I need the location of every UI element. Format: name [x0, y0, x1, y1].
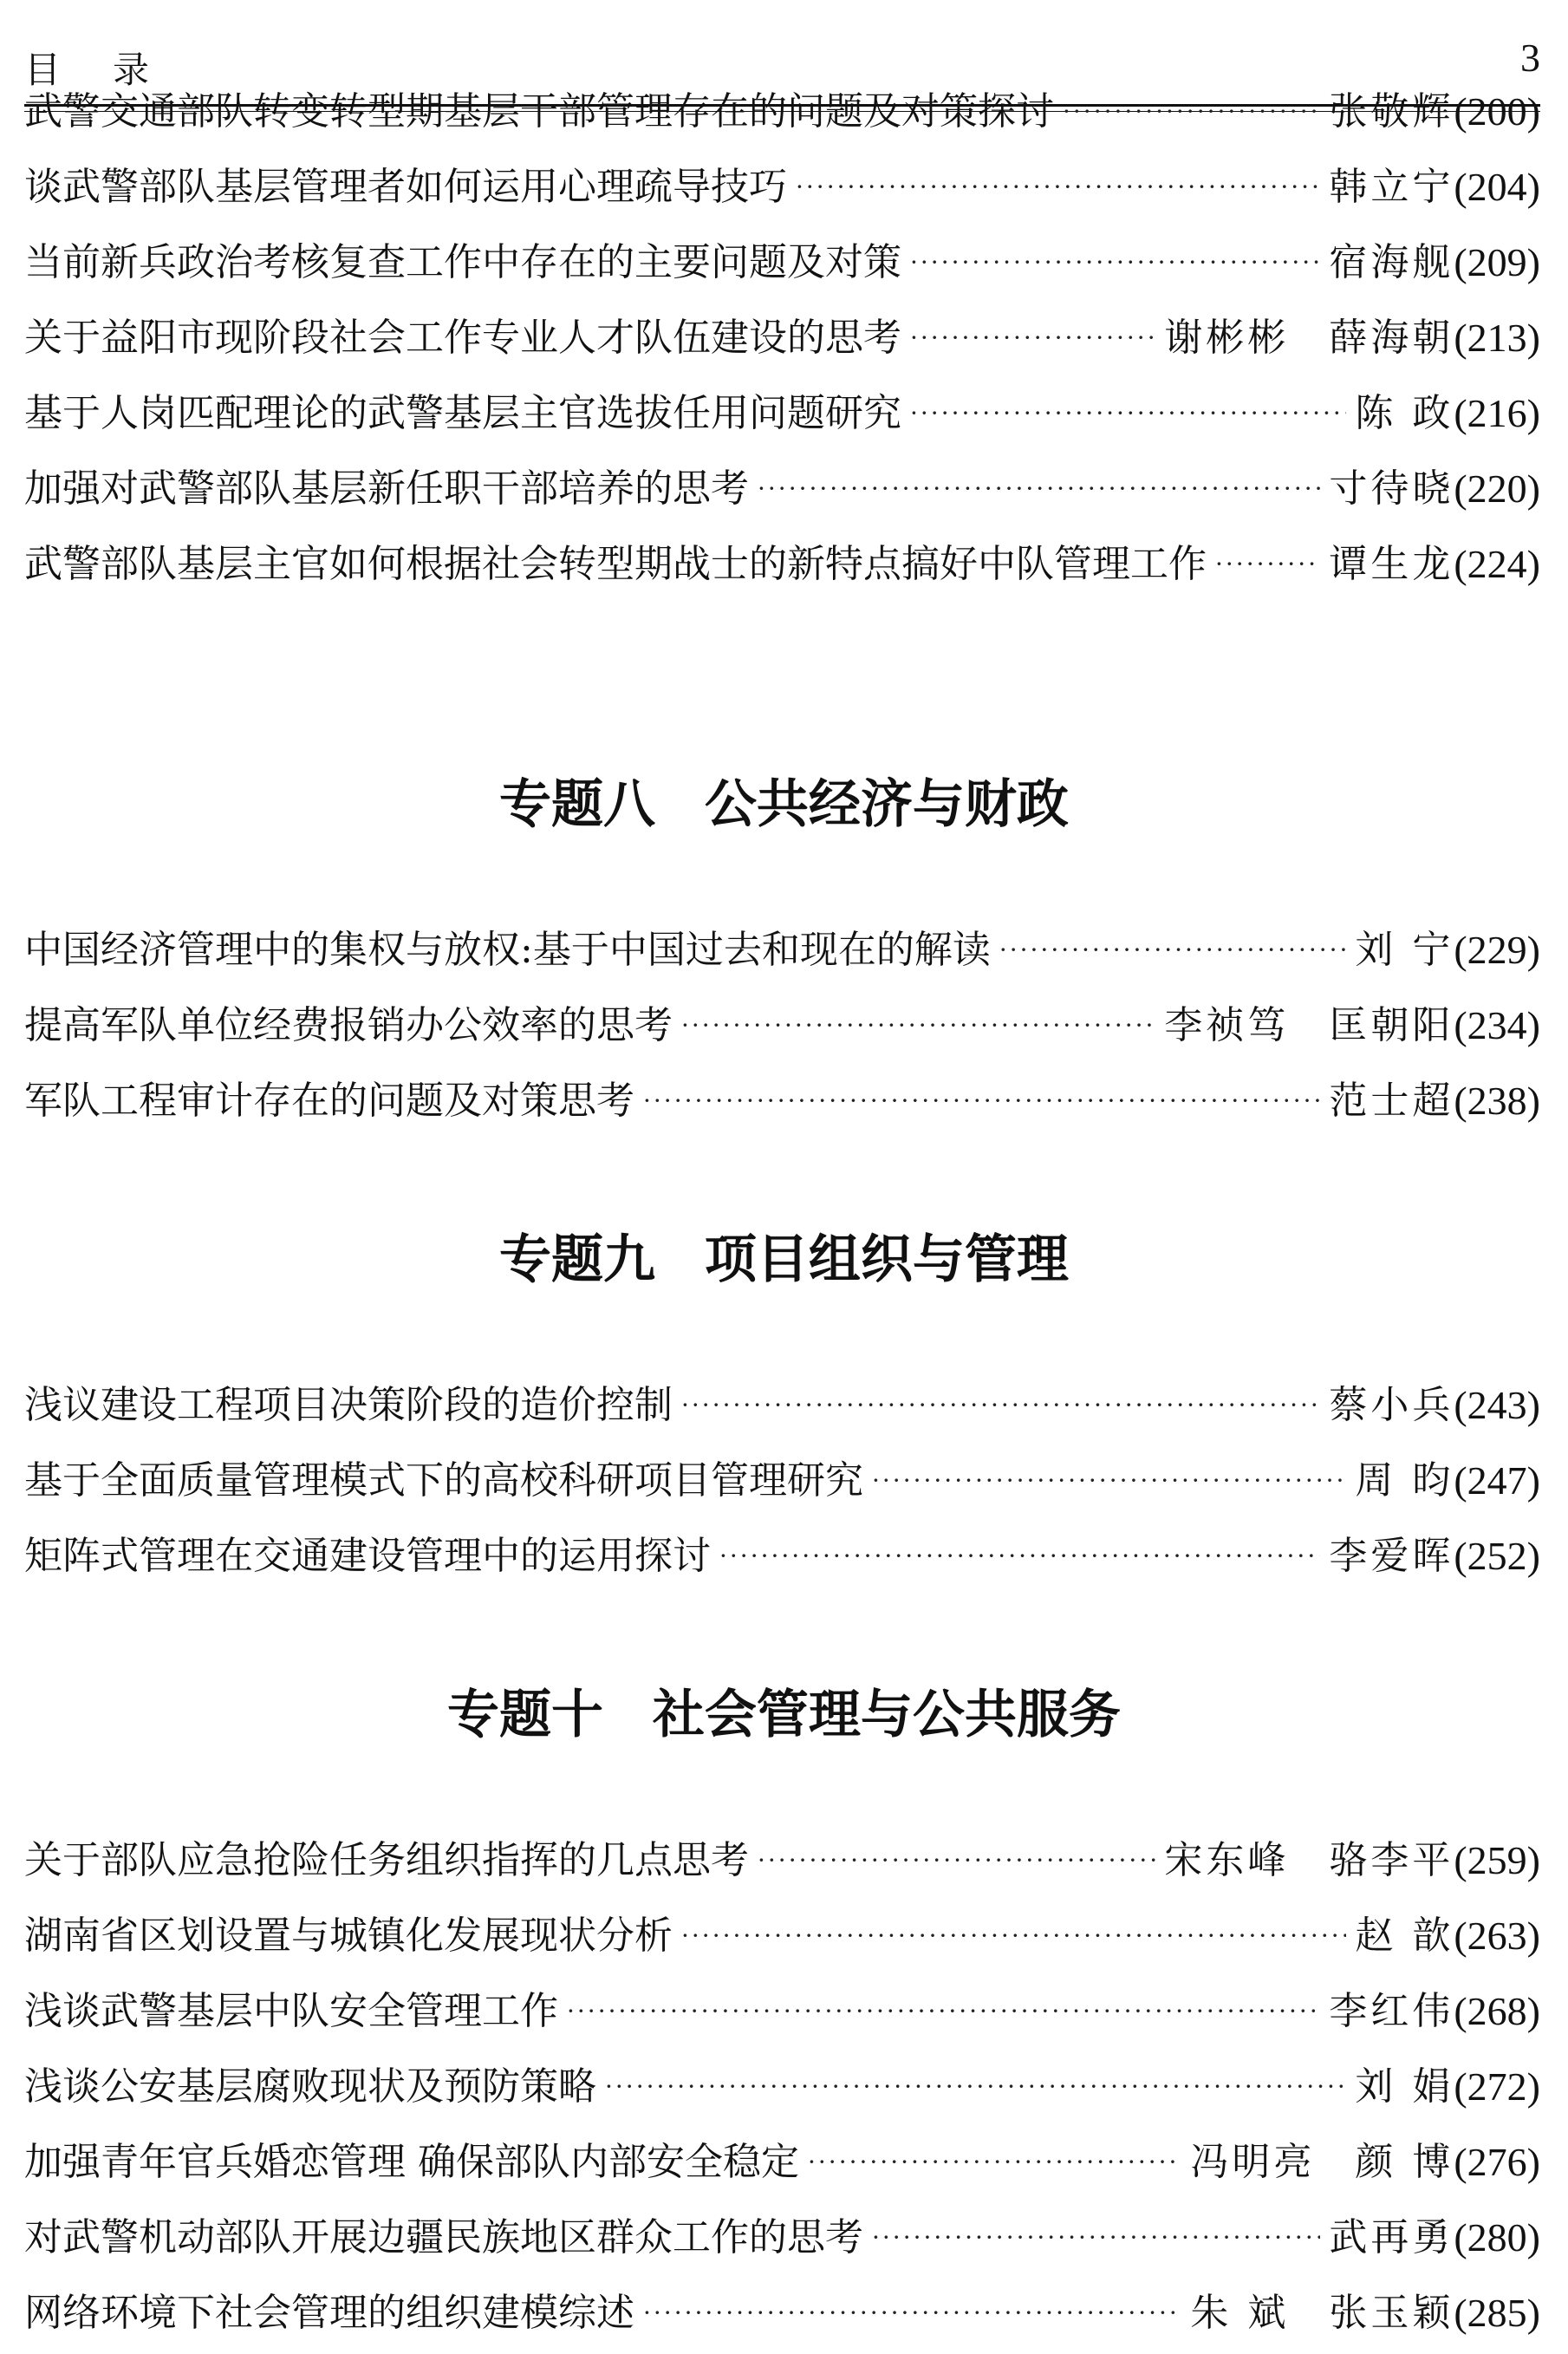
entry-title: 关于部队应急抢险任务组织指挥的几点思考 — [24, 1837, 749, 1882]
entry-authors — [1355, 2064, 1454, 2109]
toc-entry[interactable] — [24, 1518, 1540, 1594]
entry-page: (229) — [1454, 927, 1540, 972]
entry-title: 加强青年官兵婚恋管理 确保部队内部安全稳定 — [24, 2139, 799, 2184]
toc-entry[interactable] — [24, 451, 1540, 526]
entry-title: 浅议建设工程项目决策阶段的造价控制 — [24, 1382, 673, 1427]
entry-author: 谭生龙 — [1329, 541, 1454, 586]
dot-leader — [681, 1393, 1320, 1418]
page-number: 3 — [1520, 36, 1540, 80]
entry-page: (209) — [1454, 239, 1540, 284]
entry-page: (216) — [1454, 390, 1540, 435]
entry-page: (238) — [1454, 1078, 1540, 1123]
entry-title: 基于人岗匹配理论的武警基层主官选拔任用问题研究 — [24, 390, 901, 435]
entry-authors — [1329, 1078, 1454, 1123]
toc-entry[interactable] — [24, 2049, 1540, 2124]
entry-author: 周 昀 — [1355, 1457, 1454, 1503]
entry-authors — [1164, 315, 1454, 360]
entry-author: 张玉颖 — [1329, 2290, 1454, 2335]
entry-author: 刘 娟 — [1355, 2064, 1454, 2109]
dot-leader — [999, 938, 1347, 962]
entry-authors — [1329, 164, 1454, 209]
toc-entry[interactable] — [24, 1443, 1540, 1518]
entry-author: 刘 宁 — [1355, 927, 1454, 972]
running-title: 目录 — [24, 49, 202, 91]
toc-entry[interactable] — [24, 1367, 1540, 1443]
entry-authors — [1355, 1913, 1454, 1958]
dot-leader — [872, 2226, 1320, 2250]
entry-author: 李爱晖 — [1329, 1533, 1454, 1578]
entry-title: 网络环境下社会管理的组织建模综述 — [24, 2290, 634, 2335]
toc-entry[interactable] — [24, 300, 1540, 375]
dot-leader — [643, 2301, 1181, 2325]
entry-page: (204) — [1454, 164, 1540, 209]
entry-author: 宋东峰 — [1164, 1837, 1290, 1882]
entry-title: 对武警机动部队开展边疆民族地区群众工作的思考 — [24, 2214, 863, 2259]
entry-authors — [1355, 390, 1454, 435]
entry-author: 张敬辉 — [1329, 88, 1454, 134]
dot-leader — [681, 1014, 1155, 1038]
entry-author: 谢彬彬 — [1164, 315, 1290, 360]
entry-authors — [1329, 2214, 1454, 2259]
entry-author: 骆李平 — [1329, 1837, 1454, 1882]
entry-author: 颜 博 — [1355, 2139, 1454, 2184]
entry-page: (276) — [1454, 2139, 1540, 2184]
entry-author: 范士超 — [1329, 1078, 1454, 1123]
toc-entry[interactable] — [24, 988, 1540, 1063]
toc-entry[interactable] — [24, 74, 1540, 149]
entry-authors — [1164, 1837, 1454, 1882]
entry-page: (259) — [1454, 1837, 1540, 1882]
entry-page: (263) — [1454, 1913, 1540, 1958]
entry-page: (200) — [1454, 88, 1540, 134]
entry-authors — [1329, 1533, 1454, 1578]
entry-author: 蔡小兵 — [1329, 1382, 1454, 1427]
entry-author: 陈 政 — [1355, 390, 1454, 435]
toc-section-8 — [24, 912, 1540, 1138]
entry-authors — [1329, 1382, 1454, 1427]
dot-leader — [1215, 552, 1320, 577]
entry-authors — [1355, 1457, 1454, 1503]
entry-title: 湖南省区划设置与城镇化发展现状分析 — [24, 1913, 673, 1958]
dot-leader — [605, 2075, 1346, 2099]
toc-entry[interactable] — [24, 526, 1540, 602]
entry-page: (213) — [1454, 315, 1540, 360]
toc-entry[interactable] — [24, 1823, 1540, 1898]
entry-title: 矩阵式管理在交通建设管理中的运用探讨 — [24, 1533, 711, 1578]
dot-leader — [910, 326, 1155, 350]
entry-page: (268) — [1454, 1988, 1540, 2033]
entry-title: 当前新兵政治考核复查工作中存在的主要问题及对策 — [24, 239, 901, 284]
entry-authors — [1190, 2139, 1454, 2184]
entry-page: (272) — [1454, 2064, 1540, 2109]
toc-entry[interactable] — [24, 912, 1540, 988]
toc-entry[interactable] — [24, 149, 1540, 225]
entry-author: 宿海舰 — [1329, 239, 1454, 284]
entry-author: 赵 歆 — [1355, 1913, 1454, 1958]
dot-leader — [758, 477, 1320, 501]
entry-title: 关于益阳市现阶段社会工作专业人才队伍建设的思考 — [24, 315, 901, 360]
entry-author: 冯明亮 — [1190, 2139, 1316, 2184]
section-heading: 专题八 公共经济与财政 — [499, 774, 1069, 835]
entry-authors — [1355, 927, 1454, 972]
entry-author: 薛海朝 — [1329, 315, 1454, 360]
toc-entry[interactable] — [24, 1973, 1540, 2049]
entry-title: 基于全面质量管理模式下的高校科研项目管理研究 — [24, 1457, 863, 1503]
toc-section-9 — [24, 1367, 1540, 1594]
toc-section-10 — [24, 1823, 1540, 2351]
entry-authors — [1329, 541, 1454, 586]
entry-authors — [1329, 466, 1454, 511]
entry-page: (234) — [1454, 1002, 1540, 1047]
toc-entry[interactable] — [24, 2275, 1540, 2351]
entry-title: 加强对武警部队基层新任职干部培养的思考 — [24, 466, 749, 511]
entry-page: (224) — [1454, 541, 1540, 586]
entry-page: (285) — [1454, 2290, 1540, 2335]
entry-title: 提高军队单位经费报销办公效率的思考 — [24, 1002, 673, 1047]
dot-leader — [719, 1544, 1320, 1568]
entry-author: 李红伟 — [1329, 1988, 1454, 2033]
entry-author: 李祯笃 — [1164, 1002, 1290, 1047]
entry-title: 武警部队基层主官如何根据社会转型期战士的新特点搞好中队管理工作 — [24, 541, 1207, 586]
dot-leader — [567, 1999, 1320, 2024]
entry-page: (252) — [1454, 1533, 1540, 1578]
entry-author: 匡朝阳 — [1329, 1002, 1454, 1047]
toc-entry[interactable] — [24, 2200, 1540, 2275]
entry-page: (280) — [1454, 2214, 1540, 2259]
entry-title: 浅谈公安基层腐败现状及预防策略 — [24, 2064, 596, 2109]
entry-author: 朱 斌 — [1190, 2290, 1290, 2335]
entry-page: (220) — [1454, 466, 1540, 511]
dot-leader — [681, 1924, 1346, 1948]
entry-title: 谈武警部队基层管理者如何运用心理疏导技巧 — [24, 164, 787, 209]
entry-authors — [1329, 1988, 1454, 2033]
dot-leader — [910, 401, 1346, 426]
entry-title: 军队工程审计存在的问题及对策思考 — [24, 1078, 634, 1123]
dot-leader — [643, 1089, 1320, 1113]
entry-page: (247) — [1454, 1457, 1540, 1503]
section-heading: 专题十 社会管理与公共服务 — [447, 1685, 1121, 1745]
toc-entry[interactable] — [24, 1898, 1540, 1973]
dot-leader — [1063, 100, 1320, 124]
toc-section-continued — [24, 74, 1540, 602]
dot-leader — [758, 1849, 1155, 1873]
toc-entry[interactable] — [24, 2124, 1540, 2200]
entry-author: 韩立宁 — [1329, 164, 1454, 209]
entry-authors — [1164, 1002, 1454, 1047]
entry-page: (243) — [1454, 1382, 1540, 1427]
dot-leader — [910, 251, 1320, 275]
entry-authors — [1190, 2290, 1454, 2335]
section-heading: 专题九 项目组织与管理 — [499, 1229, 1069, 1290]
entry-title: 武警交通部队转变转型期基层干部管理存在的问题及对策探讨 — [24, 88, 1054, 134]
entry-author: 寸待晓 — [1329, 466, 1454, 511]
entry-title: 浅谈武警基层中队安全管理工作 — [24, 1988, 558, 2033]
dot-leader — [872, 1469, 1346, 1493]
entry-authors — [1329, 88, 1454, 134]
entry-author: 武再勇 — [1329, 2214, 1454, 2259]
entry-title: 中国经济管理中的集权与放权:基于中国过去和现在的解读 — [24, 927, 991, 972]
toc-entry[interactable] — [24, 1063, 1540, 1138]
dot-leader — [808, 2150, 1181, 2175]
toc-entry[interactable] — [24, 375, 1540, 451]
dot-leader — [796, 175, 1320, 199]
entry-authors — [1329, 239, 1454, 284]
toc-entry[interactable] — [24, 225, 1540, 300]
